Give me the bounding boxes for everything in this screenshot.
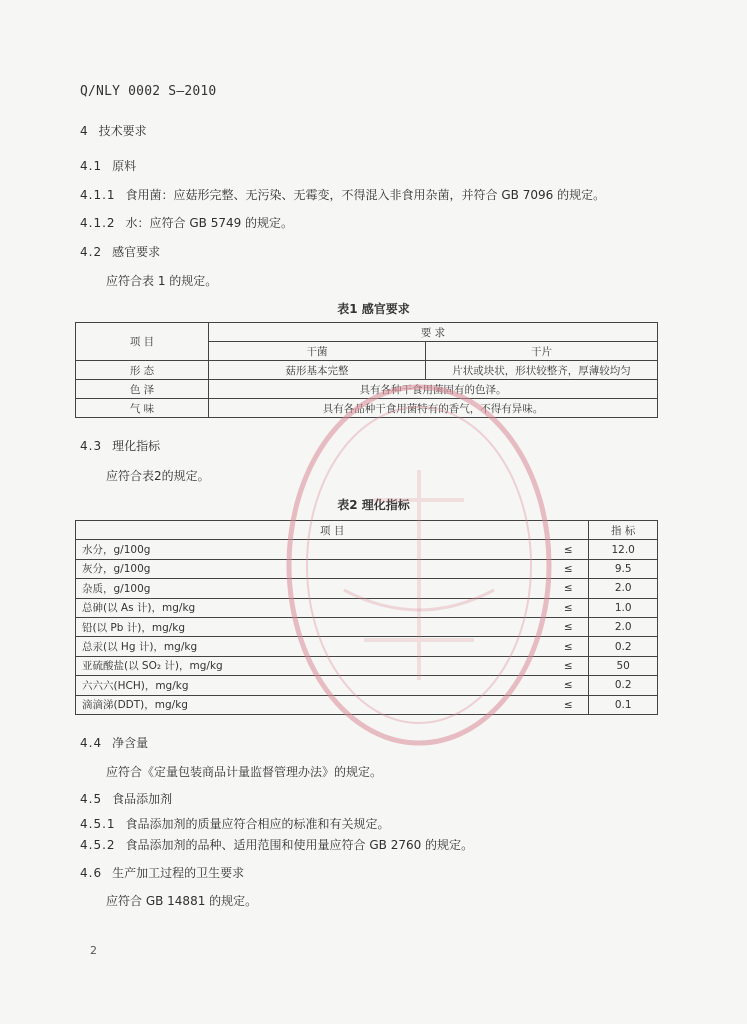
section-4-2-body: 应符合表 1 的规定。: [106, 274, 218, 288]
section-number: 4.5.2: [80, 838, 116, 852]
row-value: 2.0: [589, 579, 658, 598]
section-4-3: [80, 437, 160, 454]
section-number: 4.2: [80, 245, 103, 259]
row-operator: ≤: [548, 540, 589, 559]
section-number: 4.4: [80, 736, 103, 750]
section-number: 4: [80, 124, 89, 138]
section-title: 生产加工过程的卫生要求: [112, 866, 245, 880]
section-title: 感官要求: [112, 245, 161, 259]
row-value: 0.2: [589, 637, 658, 656]
col-req-header: 要 求: [209, 323, 658, 342]
section-number: 4.5.1: [80, 817, 116, 831]
section-title: 原料: [112, 159, 137, 173]
section-title: 净含量: [112, 736, 149, 750]
section-text: 食品添加剂的品种、适用范围和使用量应符合 GB 2760 的规定。: [125, 838, 474, 852]
col-value-header: 指 标: [589, 521, 658, 540]
row-name: 铅(以 Pb 计)，mg/kg: [76, 617, 549, 636]
row-value: 2.0: [589, 617, 658, 636]
section-4-6-body: 应符合 GB 14881 的规定。: [106, 894, 258, 908]
section-4-5-1: [80, 815, 390, 832]
table1-caption: 表1 感官要求: [337, 302, 410, 316]
row-operator: ≤: [548, 617, 589, 636]
row-value: 50: [589, 656, 658, 675]
row-operator: ≤: [548, 656, 589, 675]
row-operator: ≤: [548, 637, 589, 656]
section-number: 4.3: [80, 439, 103, 453]
section-4-3-body: 应符合表2的规定。: [106, 469, 210, 483]
row-operator: ≤: [548, 598, 589, 617]
row-item: 形 态: [76, 361, 209, 380]
section-4-1: [80, 157, 136, 174]
col-item-header: 项 目: [76, 323, 209, 361]
row-name: 水分，g/100g: [76, 540, 549, 559]
table2-caption: 表2 理化指标: [337, 498, 410, 512]
row-name: 滴滴涕(DDT)，mg/kg: [76, 695, 549, 714]
sub-header-dried: 干菌: [209, 342, 426, 361]
row-name: 杂质，g/100g: [76, 579, 549, 598]
row-value: 具有各种干食用菌固有的色泽。: [209, 380, 658, 399]
row-operator: ≤: [548, 676, 589, 695]
row-name: 灰分，g/100g: [76, 559, 549, 578]
sub-header-slices: 干片: [426, 342, 658, 361]
section-number: 4.1: [80, 159, 103, 173]
row-value: 具有各品种干食用菌特有的香气，不得有异味。: [209, 399, 658, 418]
section-4-4: [80, 734, 148, 751]
row-value: 1.0: [589, 598, 658, 617]
row-value: 12.0: [589, 540, 658, 559]
row-value: 0.2: [589, 676, 658, 695]
row-value: 9.5: [589, 559, 658, 578]
row-value: 片状或块状，形状较整齐，厚薄较均匀: [426, 361, 658, 380]
section-4-1-1: [80, 186, 605, 203]
col-item-header: 项 目: [76, 521, 589, 540]
row-operator: ≤: [548, 579, 589, 598]
row-name: 总砷(以 As 计)，mg/kg: [76, 598, 549, 617]
section-text: 食品添加剂的质量应符合相应的标准和有关规定。: [125, 817, 390, 831]
section-title: 技术要求: [98, 124, 147, 138]
row-value: 菇形基本完整: [209, 361, 426, 380]
row-name: 六六六(HCH)，mg/kg: [76, 676, 549, 695]
section-4-1-2: [80, 214, 293, 231]
section-title: 食品添加剂: [112, 792, 173, 806]
section-4: [80, 122, 147, 139]
section-number: 4.5: [80, 792, 103, 806]
section-4-5-2: [80, 836, 473, 853]
row-operator: ≤: [548, 695, 589, 714]
row-operator: ≤: [548, 559, 589, 578]
official-seal-stamp: [284, 380, 554, 750]
section-number: 4.1.1: [80, 188, 116, 202]
page-number: 2: [90, 944, 97, 957]
row-item: 色 泽: [76, 380, 209, 399]
section-4-6: [80, 864, 244, 881]
section-4-5: [80, 790, 172, 807]
section-number: 4.6: [80, 866, 103, 880]
section-text: 水：应符合 GB 5749 的规定。: [125, 216, 294, 230]
standard-code: Q/NLY 0002 S—2010: [80, 84, 217, 99]
row-name: 总汞(以 Hg 计)，mg/kg: [76, 637, 549, 656]
row-value: 0.1: [589, 695, 658, 714]
section-number: 4.1.2: [80, 216, 116, 230]
seal-mark: [364, 470, 474, 680]
row-name: 亚硫酸盐(以 SO₂ 计)，mg/kg: [76, 656, 549, 675]
row-item: 气 味: [76, 399, 209, 418]
table-row: [76, 361, 658, 380]
section-4-2: [80, 243, 160, 260]
section-text: 食用菌：应菇形完整、无污染、无霉变，不得混入非食用杂菌，并符合 GB 7096 的规定。: [125, 188, 606, 202]
section-title: 理化指标: [112, 439, 161, 453]
section-4-4-body: 应符合《定量包装商品计量监督管理办法》的规定。: [106, 765, 383, 779]
